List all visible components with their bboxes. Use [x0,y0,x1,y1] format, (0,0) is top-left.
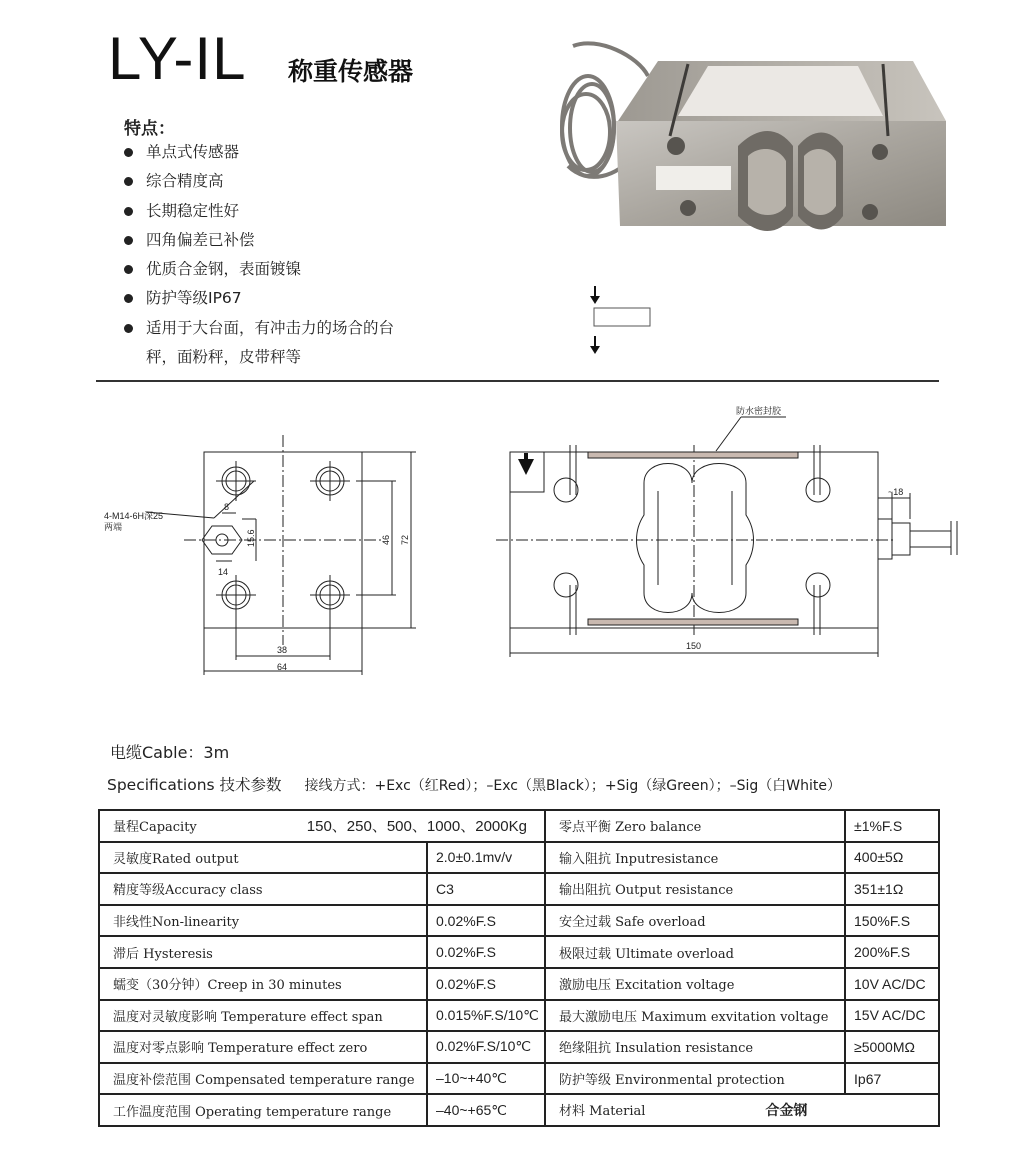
spec-label: 非线性Non-linearity [99,905,427,937]
dim-46: 46 [381,534,391,545]
thread-note-2: 两端 [104,522,123,532]
spec-value: 15V AC/DC [845,1000,939,1032]
table-row [99,905,939,937]
spec-value: 351±1Ω [845,873,939,905]
spec-value: 2.0±0.1mv/v [427,842,545,874]
table-row [99,810,939,842]
spec-value: 150%F.S [845,905,939,937]
spec-label: 精度等级Accuracy class [99,873,427,905]
dim-72: 72 [400,534,410,545]
feature-item: 四角偏差已补偿 [124,229,394,258]
features-list [124,141,394,375]
cable-length: 电缆Cable：3m [110,743,230,762]
spec-value: 400±5Ω [845,842,939,874]
features-heading: 特点： [124,119,175,139]
table-row [99,1094,939,1126]
table-row [99,968,939,1000]
spec-label: 防护等级 Environmental protection [545,1063,845,1095]
spec-label: 零点平衡 Zero balance [545,810,845,842]
feature-item-continuation: 秤，面粉秤，皮带秤等 [146,348,302,367]
spec-label: 极限过载 Ultimate overload [545,936,845,968]
specs-title: Specifications 技术参数 [107,776,282,794]
feature-item: 长期稳定性好 [124,200,394,229]
spec-label: 滞后 Hysteresis [99,936,427,968]
bullet-icon [124,148,133,157]
bullet-icon [124,294,133,303]
feature-item: 防护等级IP67 [124,287,394,316]
specs-header [107,773,841,795]
table-row [99,1000,939,1032]
spec-value: 0.015%F.S/10℃ [427,1000,545,1032]
dim-18: ~18 [888,487,904,497]
load-cell-photo [558,36,948,236]
spec-cell: 量程Capacity 150、250、500、1000、2000Kg [99,810,545,842]
spec-value: –40~+65℃ [427,1094,545,1126]
spec-label: 绝缘阻抗 Insulation resistance [545,1031,845,1063]
table-row [99,873,939,905]
bullet-icon [124,236,133,245]
dim-150: 150 [686,641,702,651]
table-row [99,1031,939,1063]
bullet-icon [124,324,133,333]
feature-item: 优质合金钢，表面镀镍 [124,258,394,287]
table-row [99,936,939,968]
bullet-icon [124,265,133,274]
spec-label: 工作温度范围 Operating temperature range [99,1094,427,1126]
spec-label: 输入阻抗 Inputresistance [545,842,845,874]
product-title: 称重传感器 [288,57,414,86]
spec-value: 0.02%F.S [427,968,545,1000]
dim-8: 8 [224,502,230,512]
load-direction-indicator [588,284,658,358]
spec-label: 输出阻抗 Output resistance [545,873,845,905]
dim-64: 64 [277,662,288,672]
section-divider [96,380,939,382]
spec-value: Ip67 [845,1063,939,1095]
bullet-icon [124,177,133,186]
dim-38: 38 [277,645,288,655]
spec-table [98,809,940,1127]
bullet-icon [124,207,133,216]
feature-item: 适用于大台面，有冲击力的场合的台 [124,317,394,346]
model-title: LY-IL [108,25,247,92]
spec-cell: 材料 Material 合金钢 [545,1094,939,1126]
spec-label: 安全过载 Safe overload [545,905,845,937]
spec-value: C3 [427,873,545,905]
feature-item: 单点式传感器 [124,141,394,170]
dim-14: 14 [218,567,229,577]
spec-label: 温度对灵敏度影响 Temperature effect span [99,1000,427,1032]
table-row [99,842,939,874]
spec-label: 最大激励电压 Maximum exvitation voltage [545,1000,845,1032]
spec-label: 灵敏度Rated output [99,842,427,874]
spec-value: ±1%F.S [845,810,939,842]
spec-label: 温度对零点影响 Temperature effect zero [99,1031,427,1063]
spec-value: 0.02%F.S [427,905,545,937]
spec-value: –10~+40℃ [427,1063,545,1095]
feature-item: 综合精度高 [124,170,394,199]
spec-value: 0.02%F.S [427,936,545,968]
spec-value: ≥5000MΩ [845,1031,939,1063]
technical-drawing [96,395,966,695]
spec-label: 蠕变（30分钟）Creep in 30 minutes [99,968,427,1000]
thread-note: 4-M14-6H深25 [104,511,164,521]
spec-value: 200%F.S [845,936,939,968]
seal-note: 防水密封胶 [736,406,782,416]
spec-value: 10V AC/DC [845,968,939,1000]
spec-label: 温度补偿范围 Compensated temperature range [99,1063,427,1095]
table-row [99,1063,939,1095]
wiring-info: 接线方式：+Exc（红Red）；–Exc（黑Black）；+Sig（绿Green）；–Sig（白White） [304,778,841,794]
dim-15-6: 15.6 [246,529,256,547]
spec-value: 0.02%F.S/10℃ [427,1031,545,1063]
spec-label: 激励电压 Excitation voltage [545,968,845,1000]
